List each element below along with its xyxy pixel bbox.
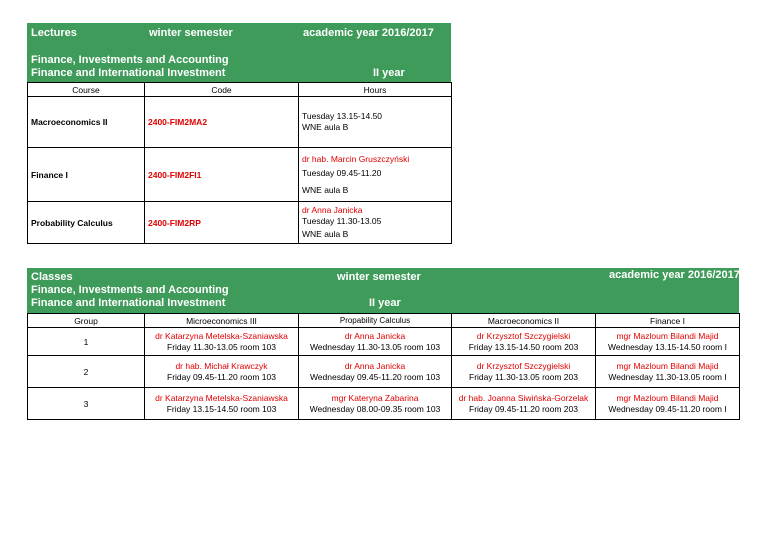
class-cell bbox=[299, 356, 452, 388]
class-cell bbox=[452, 356, 596, 388]
lectures-title: Lectures bbox=[31, 27, 77, 39]
course-name: Macroeconomics II bbox=[28, 97, 145, 148]
class-teacher: dr Anna Janicka bbox=[344, 330, 406, 341]
table-row bbox=[28, 356, 740, 388]
classes-title: Classes bbox=[31, 271, 73, 283]
column-header: Group bbox=[28, 314, 145, 328]
class-time: Wednesday 09.45-11.20 room I bbox=[608, 403, 727, 414]
course-room: WNE aula B bbox=[302, 122, 349, 132]
course-name: Probability Calculus bbox=[28, 202, 145, 244]
lectures-level: II year bbox=[373, 67, 405, 79]
course-room: WNE aula B bbox=[302, 229, 349, 239]
course-time: Tuesday 09.45-11.20 bbox=[302, 167, 382, 178]
lectures-header-row bbox=[28, 83, 452, 97]
class-time: Friday 13.15-14.50 room 203 bbox=[468, 341, 579, 352]
classes-table bbox=[27, 313, 740, 420]
classes-year: academic year 2016/2017 bbox=[609, 269, 740, 281]
classes-program: Finance, Investments and Accounting bbox=[31, 284, 229, 296]
class-teacher: dr Krzysztof Szczygielski bbox=[476, 360, 571, 371]
table-row bbox=[28, 148, 452, 202]
class-teacher: mgr Mazloum Bilandi Majid bbox=[616, 360, 719, 371]
class-cell bbox=[145, 388, 299, 420]
class-time: Friday 09.45-11.20 room 103 bbox=[167, 371, 276, 382]
class-teacher: dr Katarzyna Metelska-Szaniawska bbox=[155, 392, 288, 403]
class-cell bbox=[299, 328, 452, 356]
course-code: 2400-FIM2FI1 bbox=[145, 148, 299, 202]
class-cell bbox=[452, 388, 596, 420]
class-cell bbox=[596, 328, 740, 356]
class-teacher: dr Katarzyna Metelska-Szaniawska bbox=[155, 330, 288, 341]
class-teacher: dr hab. Joanna Siwińska-Gorzelak bbox=[458, 392, 589, 403]
class-time: Friday 09.45-11.20 room 203 bbox=[469, 403, 578, 414]
column-header: Microeconomics III bbox=[145, 314, 299, 328]
course-hours bbox=[299, 97, 452, 148]
course-code: 2400-FIM2RP bbox=[145, 202, 299, 244]
class-time: Wednesday 11.30-13.05 room I bbox=[608, 371, 727, 382]
classes-header-row bbox=[28, 314, 740, 328]
class-teacher: mgr Mazloum Bilandi Majid bbox=[616, 392, 719, 403]
column-header: Macroeconomics II bbox=[452, 314, 596, 328]
class-teacher: mgr Kateryna Zabarina bbox=[331, 392, 419, 403]
table-row bbox=[28, 388, 740, 420]
classes-specialization: Finance and International Investment bbox=[31, 297, 226, 309]
table-row bbox=[28, 202, 452, 244]
class-time: Wednesday 08.00-09.35 room 103 bbox=[309, 403, 441, 414]
column-header: Finance I bbox=[596, 314, 740, 328]
class-time: Wednesday 11.30-13.05 room 103 bbox=[309, 341, 441, 352]
class-teacher: dr hab. Michał Krawczyk bbox=[175, 360, 268, 371]
course-code: 2400-FIM2MA2 bbox=[145, 97, 299, 148]
column-header: Propability Calculus bbox=[299, 314, 452, 328]
class-cell bbox=[145, 356, 299, 388]
course-time: Tuesday 11.30-13.05 bbox=[302, 216, 382, 226]
class-teacher: mgr Mazloum Bilandi Majid bbox=[616, 330, 719, 341]
class-time: Friday 11.30-13.05 room 203 bbox=[469, 371, 578, 382]
lectures-program: Finance, Investments and Accounting bbox=[31, 54, 229, 66]
lectures-header bbox=[27, 23, 451, 82]
group-number: 1 bbox=[28, 328, 145, 356]
class-cell bbox=[452, 328, 596, 356]
lectures-year: academic year 2016/2017 bbox=[303, 27, 434, 39]
lectures-table bbox=[27, 82, 452, 244]
table-row bbox=[28, 328, 740, 356]
course-time: Tuesday 13.15-14.50 bbox=[302, 111, 383, 121]
classes-header bbox=[27, 268, 739, 313]
course-hours bbox=[299, 202, 452, 244]
table-row bbox=[28, 97, 452, 148]
class-time: Friday 11.30-13.05 room 103 bbox=[167, 341, 276, 352]
class-cell bbox=[596, 388, 740, 420]
class-cell bbox=[596, 356, 740, 388]
classes-level: II year bbox=[369, 297, 401, 309]
column-header: Course bbox=[28, 83, 145, 97]
class-time: Wednesday 09.45-11.20 room 103 bbox=[309, 371, 441, 382]
group-number: 3 bbox=[28, 388, 145, 420]
lectures-semester: winter semester bbox=[149, 27, 233, 39]
class-teacher: dr Krzysztof Szczygielski bbox=[476, 330, 571, 341]
course-name: Finance I bbox=[28, 148, 145, 202]
class-cell bbox=[145, 328, 299, 356]
classes-semester: winter semester bbox=[337, 271, 421, 283]
class-time: Friday 13.15-14.50 room 103 bbox=[166, 403, 277, 414]
course-lecturer: dr Anna Janicka bbox=[302, 205, 363, 215]
course-room: WNE aula B bbox=[302, 184, 349, 195]
group-number: 2 bbox=[28, 356, 145, 388]
class-time: Wednesday 13.15-14.50 room I bbox=[608, 341, 727, 352]
course-hours bbox=[299, 148, 452, 202]
course-lecturer: dr hab. Marcin Gruszczyński bbox=[302, 153, 410, 164]
column-header: Hours bbox=[299, 83, 452, 97]
class-teacher: dr Anna Janicka bbox=[344, 360, 406, 371]
class-cell bbox=[299, 388, 452, 420]
lectures-specialization: Finance and International Investment bbox=[31, 67, 226, 79]
column-header: Code bbox=[145, 83, 299, 97]
